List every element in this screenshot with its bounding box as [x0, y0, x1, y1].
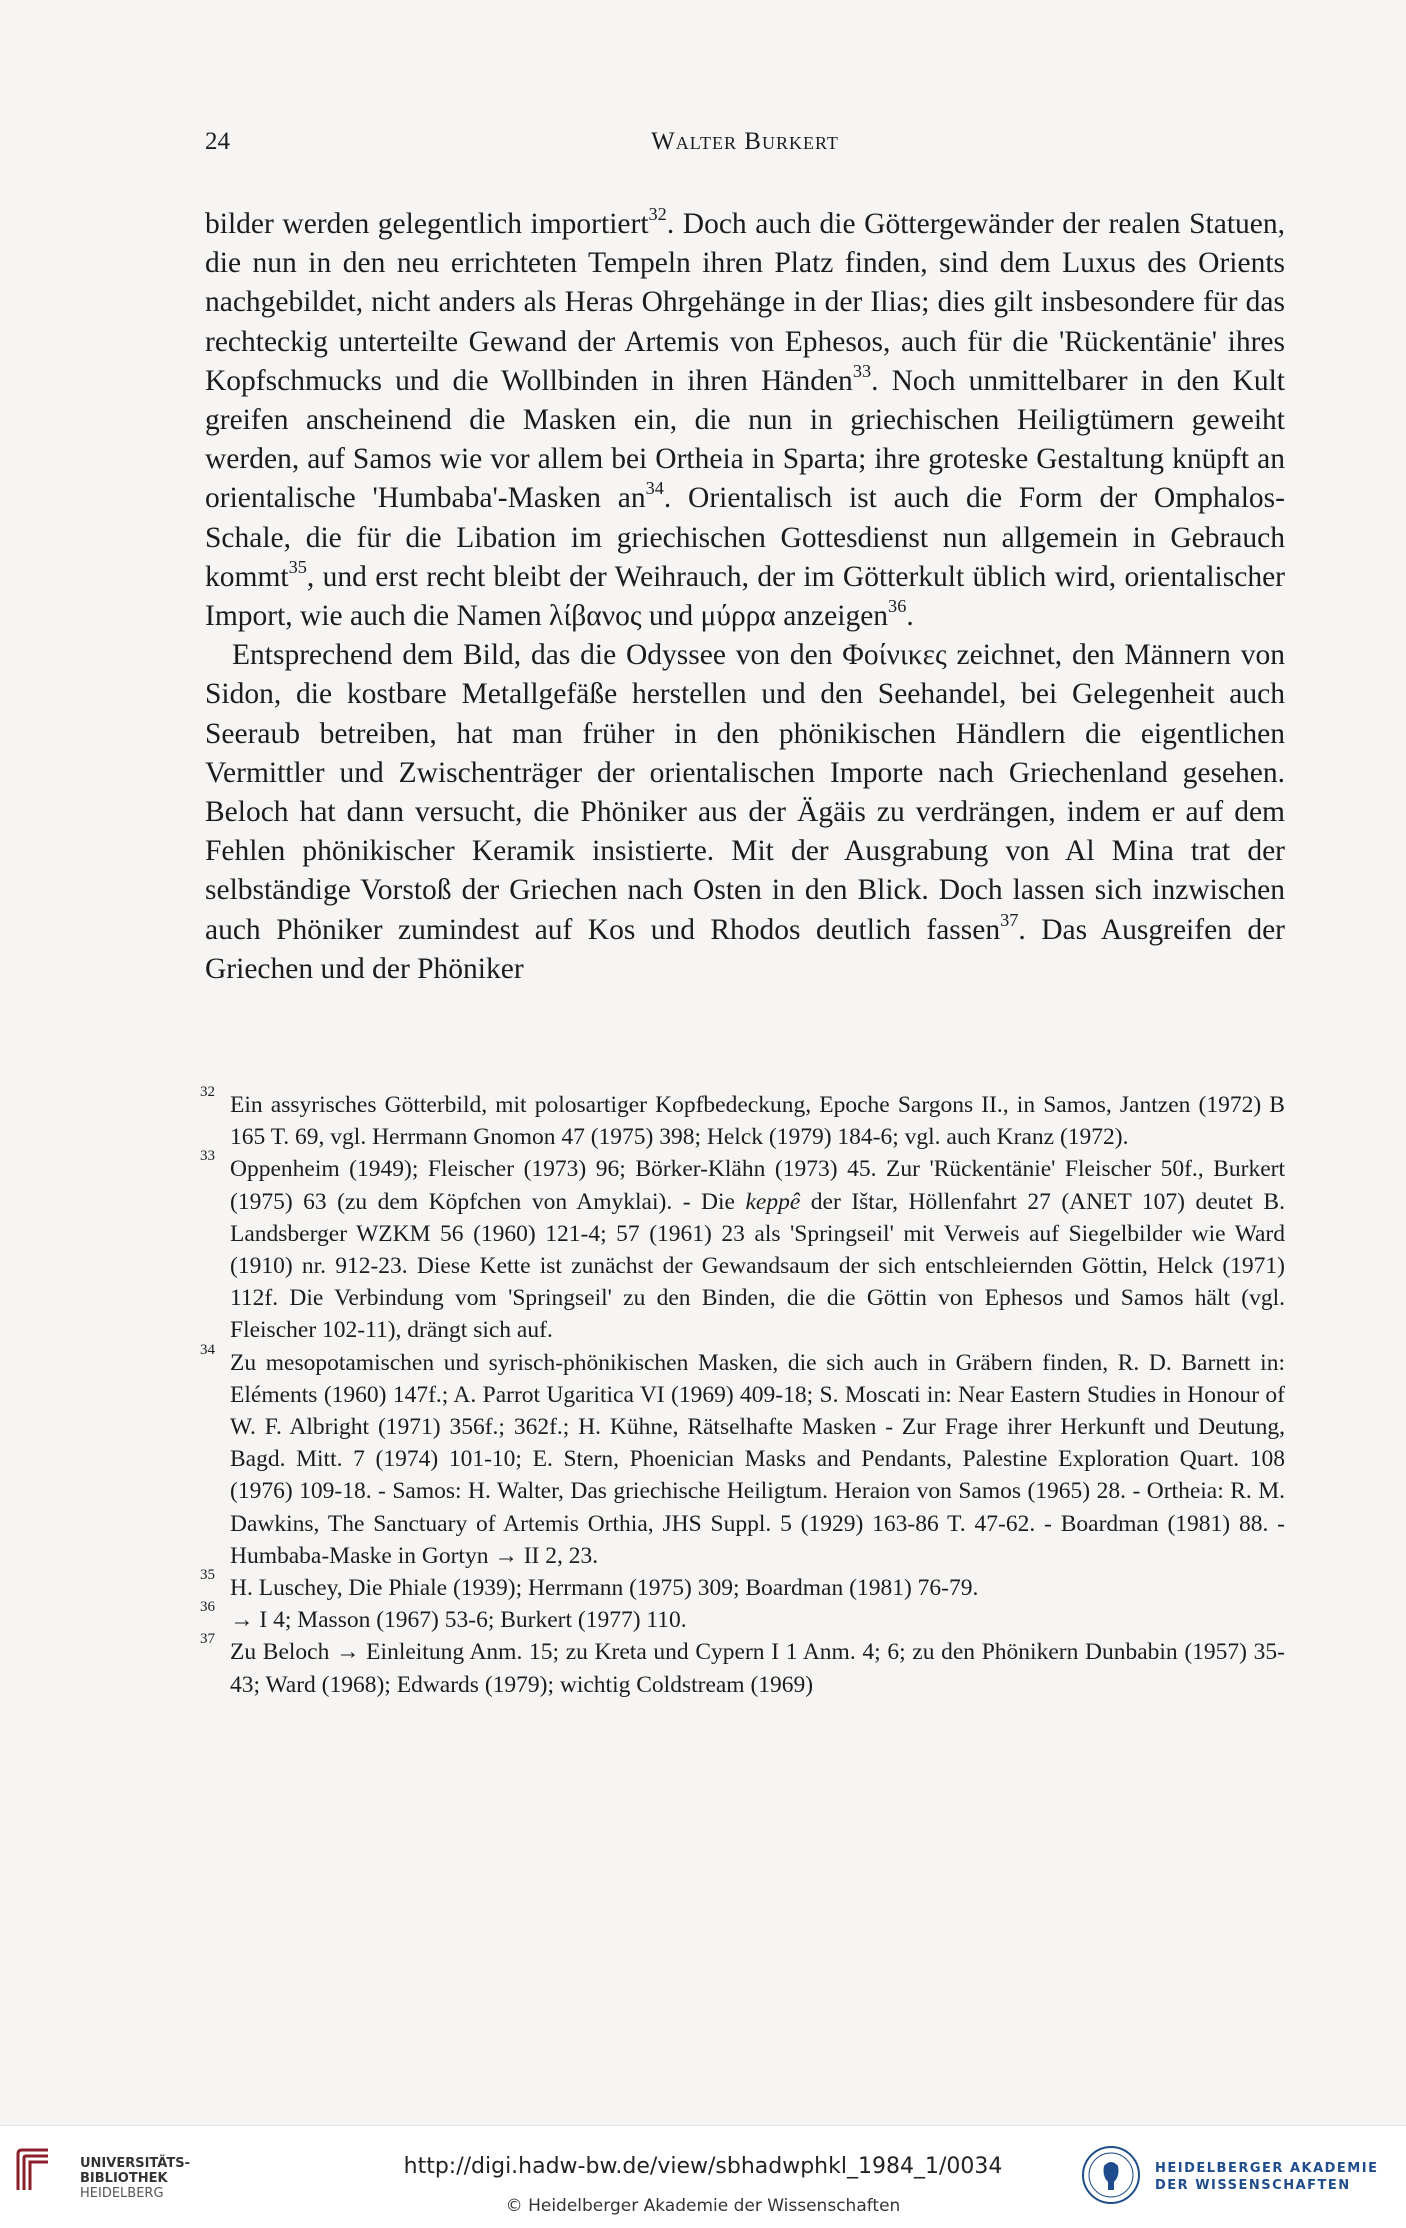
running-head: Walter Burkert [651, 128, 839, 155]
footnote-number: 32 [200, 1084, 215, 1100]
academy-name-line: DER WISSENSCHAFTEN [1155, 2178, 1351, 2193]
text-run: . Das Ausgreifen der Griechen und der Phöniker [205, 913, 1285, 985]
footnote-text: der Ištar, Höllenfahrt 27 (ANET 107) deutet B. Landsberger WZKM 56 (1960) 121-4; 57 (1961) 23 als 'Springseil' mit Verweis auf Siegelbilder wie Ward (1910) nr. 912-23. Diese Kette ist zunächst der Gewandsaum der sich entschleiernden Göttin, Helck (1971) 112f. Die Verbindung vom 'Springseil' zu den Binden, die die Göttin von Ephesos und Samos hält (vgl. Fleischer 102-11), drängt sich auf. [230, 1188, 1285, 1344]
text-run: Entsprechend dem Bild, das die Odyssee von den Φοίνικες zeichnet, den Männern von Sidon, die kostbare Metallgefäße herstellen und den Seehandel, bei Gelegenheit auch Seeraub betreiben, hat man früher in den phönikischen Händlern die eigentlichen Vermittler und Zwischenträger der orientalischen Importe nach Griechenland gesehen. Beloch hat dann versucht, die Phöniker aus der Ägäis zu verdrängen, indem er auf dem Fehlen phönikischer Keramik insistierte. Mit der Ausgrabung von Al Mina trat der selbständige Vorstoß der Griechen nach Osten in den Blick. Doch lassen sich inzwischen auch Phöniker zumindest auf Kos und Rhodos deutlich fassen [205, 639, 1285, 946]
academy-seal-icon [1080, 2144, 1142, 2206]
footnote-ref-36[interactable]: 36 [888, 596, 907, 617]
footnote-ref-37[interactable]: 37 [1000, 909, 1019, 930]
source-url-link[interactable]: http://digi.hadw-bw.de/view/sbhadwphkl_1984_1/0034 [403, 2154, 1003, 2179]
text-run: , und erst recht bleibt der Weihrauch, der im Götterkult üblich wird, orientalischer Import, wie auch die Namen λίβανος und μύρρα anzeigen [205, 560, 1285, 633]
footnote-37 [200, 1631, 1285, 1700]
footnote-34 [200, 1341, 1285, 1572]
footnote-number: 34 [200, 1341, 215, 1358]
copyright-notice: © Heidelberger Akademie der Wissenschaften [505, 2196, 901, 2216]
footnote-text: Zu mesopotamischen und syrisch-phönikischen Masken, die sich auch in Gräbern finden, R. D. Barnett in: Eléments (1960) 147f.; A. Parrot Ugaritica VI (1969) 409-18; S. Moscati in: Near Eastern Studies in Honour of W. F. Albright (1971) 356f.; 362f.; H. Kühne, Rätselhafte Masken - Zur Frage ihrer Herkunft und Deutung, Bagd. Mitt. 7 (1974) 101-10; E. Stern, Phoenician Masks and Pendants, Palestine Exploration Quart. 108 (1976) 109-18. - Samos: H. Walter, Das griechische Heiligtum. Heraion von Samos (1965) 28. - Ortheia: R. M. Dawkins, The Sanctuary of Artemis Orthia, JHS Suppl. 5 (1929) 163-86 T. 47-62. - Boardman (1981) 88. - Humbaba-Maske in Gortyn → II 2, 23. [230, 1349, 1285, 1569]
footnote-text: Oppenheim (1949); Fleischer (1973) 96; Börker-Klähn (1973) 45. Zur 'Rückentänie' Fleischer 50f., Burkert (1975) 63 (zu dem Köpfchen von Amyklai). - Die [230, 1156, 1285, 1215]
footnote-ref-34[interactable]: 34 [645, 478, 664, 499]
footnote-text: H. Luschey, Die Phiale (1939); Herrmann (1975) 309; Boardman (1981) 76-79. [230, 1575, 979, 1602]
academy-name [1155, 2160, 1378, 2194]
library-name-line: UNIVERSITÄTS- [80, 2156, 190, 2171]
footnote-number: 37 [200, 1631, 215, 1648]
footnote-35 [200, 1567, 1285, 1604]
text-run: . Noch unmittelbarer in den Kult greifen anscheinend die Masken ein, die nun in griechischen Heiligtümern geweiht werden, auf Samos wie vor allem bei Ortheia in Sparta; ihre groteske Gestaltung knüpft an orientalische 'Humbaba'-Masken an [205, 364, 1285, 515]
footnote-number: 33 [200, 1148, 215, 1165]
text-run: . Orientalisch ist auch die Form der Omphalos-Schale, die für die Libation im griechischen Gottesdienst nun allgemein in Gebrauch kommt [205, 482, 1285, 593]
footnote-36 [200, 1599, 1285, 1636]
footnote-number: 36 [200, 1599, 215, 1616]
paragraph-2 [205, 636, 1285, 989]
footnote-ref-33[interactable]: 33 [852, 361, 872, 382]
footnote-text: Zu Beloch → Einleitung Anm. 15; zu Kreta und Cypern I 1 Anm. 4; 6; zu den Phönikern Dunbabin (1957) 35-43; Ward (1968); Edwards (1979); wichtig Coldstream (1969) [230, 1639, 1285, 1698]
library-name-line: BIBLIOTHEK [80, 2171, 168, 2186]
text-run: . [906, 600, 914, 633]
library-name-line: HEIDELBERG [80, 2186, 164, 2201]
paragraph-1 [205, 205, 1285, 636]
footnote-33 [200, 1148, 1285, 1346]
footnote-text: Ein assyrisches Götterbild, mit polosartiger Kopfbedeckung, Epoche Sargons II., in Samos, Jantzen (1972) B 165 T. 69, vgl. Herrmann Gnomon 47 (1975) 398; Helck (1979) 184-6; vgl. auch Kranz (1972). [230, 1092, 1285, 1151]
footnote-text: → I 4; Masson (1967) 53-6; Burkert (1977) 110. [230, 1607, 687, 1634]
footnote-ref-32[interactable]: 32 [648, 204, 667, 225]
page-header [205, 128, 1285, 168]
footnotes [200, 1084, 1285, 1701]
text-run: . Doch auch die Göttergewänder der realen Statuen, die nun in den neu errichteten Tempeln ihren Platz finden, sind dem Luxus des Orients nachgebildet, nicht anders als Heras Ohrgehänge in der Ilias; dies gilt insbesondere für das rechteckig unterteilte Gewand der Artemis von Ephesos, auch für die 'Rückentänie' ihres Kopfschmucks und die Wollbinden in ihren Händen [205, 208, 1285, 397]
footnote-italic-term: keppê [745, 1188, 801, 1215]
viewer-footer [0, 2125, 1406, 2228]
academy-name-line: HEIDELBERGER AKADEMIE [1155, 2161, 1379, 2176]
footnote-number: 35 [200, 1567, 215, 1584]
page-number: 24 [205, 128, 230, 155]
footnote-32 [200, 1084, 1285, 1153]
footnote-ref-35[interactable]: 35 [288, 557, 307, 578]
text-run: bilder werden gelegentlich importiert [205, 208, 649, 240]
main-text [205, 205, 1285, 989]
